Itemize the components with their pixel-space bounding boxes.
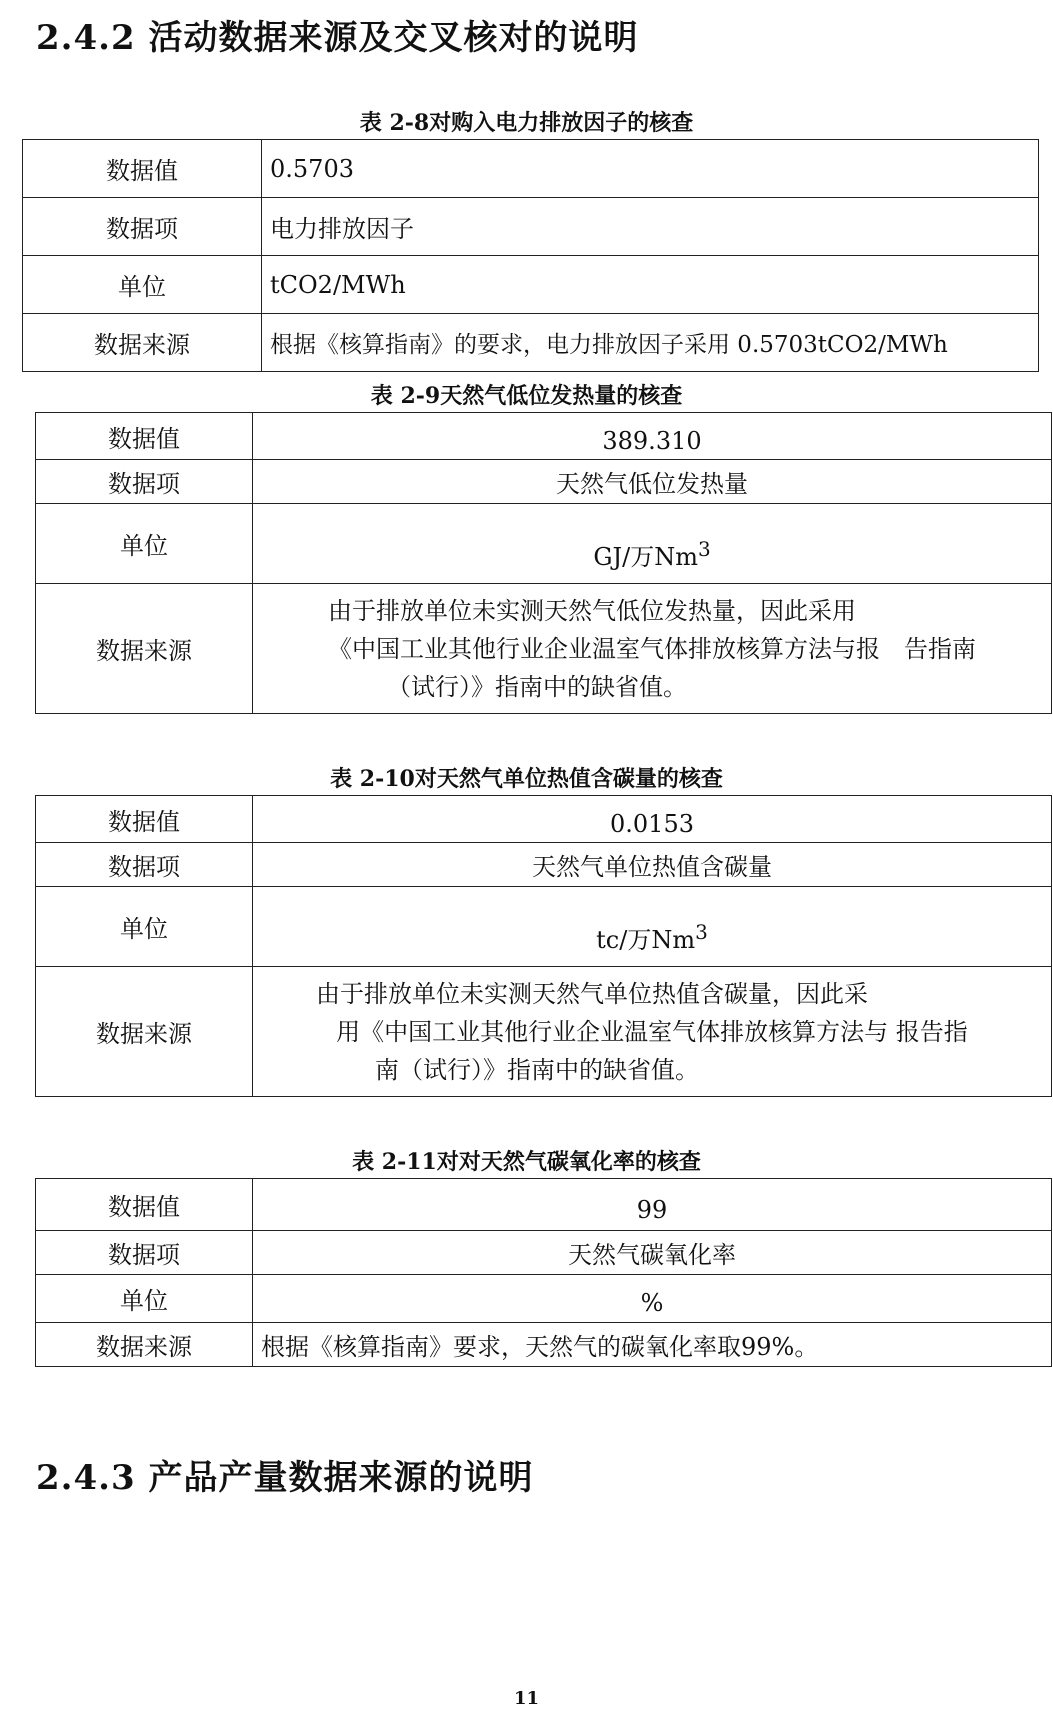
table-row xyxy=(23,314,1039,372)
row-label: 数据项 xyxy=(23,198,262,256)
row-label: 单位 xyxy=(36,887,253,967)
table-2-8-caption: 表 2-8对购入电力排放因子的核查 xyxy=(359,110,694,136)
table-2-9-caption: 表 2-9天然气低位发热量的核查 xyxy=(370,383,683,409)
row-label: 数据值 xyxy=(36,796,253,843)
row-value xyxy=(253,967,1052,1097)
table-row xyxy=(23,140,1039,198)
table-2-11 xyxy=(35,1178,1052,1367)
source-line: 由于排放单位未实测天然气低位发热量，因此采用 xyxy=(328,596,856,625)
row-value: % xyxy=(253,1275,1052,1323)
section-heading-2-4-2: 2.4.2 活动数据来源及交叉核对的说明 xyxy=(36,18,639,58)
row-value xyxy=(253,504,1052,584)
table-row xyxy=(36,843,1052,887)
table-row xyxy=(36,1275,1052,1323)
table-row xyxy=(23,256,1039,314)
row-label: 数据来源 xyxy=(23,314,262,372)
row-value: 0.5703 xyxy=(262,140,1039,198)
source-line: 《中国工业其他行业企业温室气体排放核算方法与报 告指南 xyxy=(328,634,976,663)
table-row xyxy=(36,796,1052,843)
table-row xyxy=(36,460,1052,504)
table-2-10 xyxy=(35,795,1052,1097)
unit-text: tc/万Nm xyxy=(596,926,696,954)
table-row xyxy=(36,887,1052,967)
source-line: （试行）》指南中的缺省值。 xyxy=(387,672,687,701)
row-label: 数据项 xyxy=(36,1231,253,1275)
row-value: tCO2/MWh xyxy=(262,256,1039,314)
row-label: 数据值 xyxy=(23,140,262,198)
row-label: 数据项 xyxy=(36,843,253,887)
table-row xyxy=(36,413,1052,460)
row-label: 数据项 xyxy=(36,460,253,504)
source-line: 用《中国工业其他行业企业温室气体排放核算方法与 报告指 xyxy=(336,1017,968,1046)
table-row xyxy=(36,1179,1052,1231)
row-label: 数据来源 xyxy=(36,967,253,1097)
row-value: 天然气碳氧化率 xyxy=(253,1231,1052,1275)
source-line: 由于排放单位未实测天然气单位热值含碳量，因此采 xyxy=(316,979,868,1008)
row-value: 99 xyxy=(253,1179,1052,1231)
row-label: 数据值 xyxy=(36,413,253,460)
table-row xyxy=(36,504,1052,584)
table-row xyxy=(36,1323,1052,1367)
section-heading-2-4-3: 2.4.3 产品产量数据来源的说明 xyxy=(36,1458,534,1498)
unit-text: GJ/万Nm xyxy=(593,543,698,571)
unit-superscript: 3 xyxy=(697,537,711,561)
table-row xyxy=(36,967,1052,1097)
row-value xyxy=(253,887,1052,967)
row-label: 数据来源 xyxy=(36,1323,253,1367)
row-value: 天然气单位热值含碳量 xyxy=(253,843,1052,887)
table-2-11-caption: 表 2-11对对天然气碳氧化率的核查 xyxy=(352,1149,701,1175)
table-2-10-caption: 表 2-10对天然气单位热值含碳量的核查 xyxy=(330,766,723,792)
row-value: 389.310 xyxy=(253,413,1052,460)
row-value: 0.0153 xyxy=(253,796,1052,843)
row-label: 数据来源 xyxy=(36,584,253,714)
source-line: 南（试行）》指南中的缺省值。 xyxy=(375,1055,699,1084)
table-row xyxy=(36,1231,1052,1275)
row-label: 单位 xyxy=(36,1275,253,1323)
table-row xyxy=(36,584,1052,714)
unit-superscript: 3 xyxy=(695,920,708,944)
row-value: 根据《核算指南》的要求，电力排放因子采用 0.5703tCO2/MWh xyxy=(262,314,1039,372)
row-label: 单位 xyxy=(23,256,262,314)
table-2-9 xyxy=(35,412,1052,714)
row-value: 根据《核算指南》要求，天然气的碳氧化率取99%。 xyxy=(253,1323,1052,1367)
row-value: 电力排放因子 xyxy=(262,198,1039,256)
table-2-8 xyxy=(22,139,1039,372)
row-label: 单位 xyxy=(36,504,253,584)
table-row xyxy=(23,198,1039,256)
page-number: 11 xyxy=(513,1688,540,1709)
row-value: 天然气低位发热量 xyxy=(253,460,1052,504)
row-label: 数据值 xyxy=(36,1179,253,1231)
row-value xyxy=(253,584,1052,714)
